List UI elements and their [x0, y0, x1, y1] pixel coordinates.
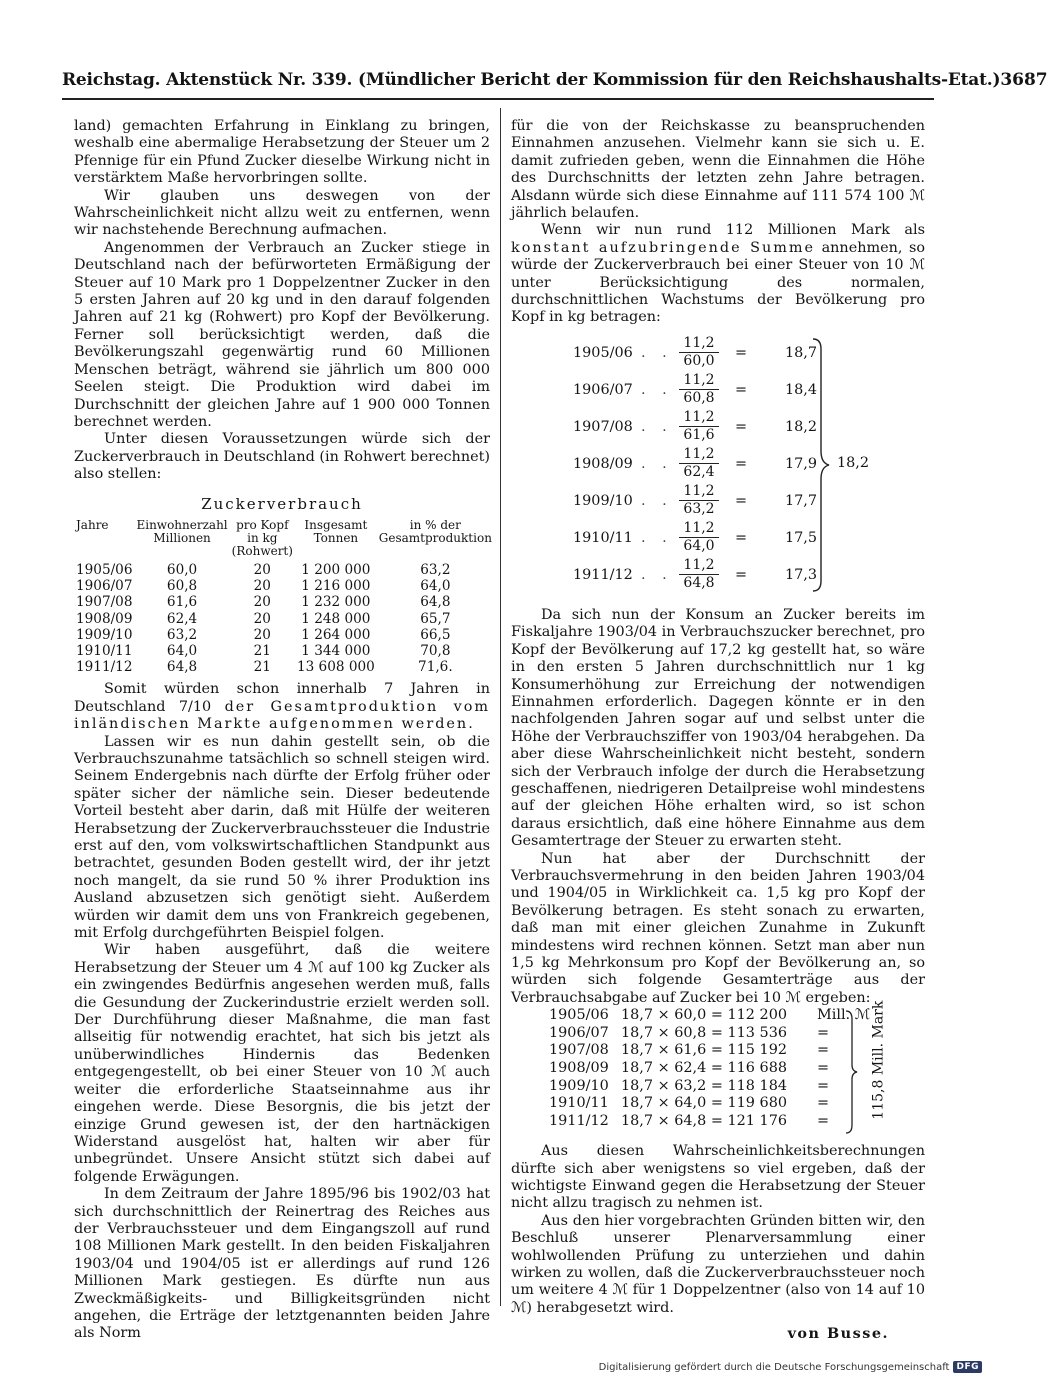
- table-cell-kg: 20: [253, 626, 271, 643]
- revenue-year: 1907/08: [549, 1042, 609, 1059]
- fraction-year: 1910/11: [573, 529, 633, 546]
- fraction-denominator: 60,8: [683, 389, 715, 406]
- table-row: [74, 578, 494, 594]
- revenue-year: 1911/12: [549, 1112, 609, 1129]
- table-title: Zuckerverbrauch: [201, 494, 363, 513]
- leader-dots: . .: [641, 418, 673, 435]
- paragraph-part-spaced: konstant aufzubringende Summe: [511, 239, 816, 256]
- revenue-average: [859, 1000, 893, 1125]
- fraction-denominator: 63,2: [683, 500, 715, 517]
- dfg-logo: DFG: [953, 1361, 982, 1373]
- leader-dots: . .: [641, 492, 673, 509]
- table-cell-kg: 21: [253, 659, 271, 676]
- fraction: [679, 520, 719, 555]
- table-cell-total: 1 200 000: [301, 561, 371, 578]
- paragraph-part-spaced: der Gesamtproduktion vom inländischen Markte aufgenommen werden.: [74, 698, 491, 733]
- table-cell-total: 1 264 000: [301, 626, 371, 643]
- paragraph: Da sich nun der Konsum an Zucker bereits im Fiskaljahre 1903/04 in Verbrauchszucker berechnet, pro Kopf der Bevölkerung auf 17,2 kg gestellt hat, so wäre in den ersten 5 Jahren durchschnittlich nur 1 kg Konsumerhöhung zur Erreichung der notwendigen Einnahmen erforderlich. Dagegen könnte er in den nachfolgenden Jahren sogar auf und selbst unter die Höhe der Verbrauchsziffer von 1903/04 herabgehen. Da aber diese Wahrscheinlichkeit nicht besteht, sondern sich der Verbrauch infolge der durch die Herabsetzung geschaffenen, niedrigeren Detailpreise wohl mindestens auf der gleichen Höhe erhalten wird, so ist schon daraus ersichtlich, daß eine höhere Einnahme aus dem Gesamtertrage der Steuer zu erwarten steht.: [511, 606, 925, 850]
- fraction-numerator: 11,2: [679, 409, 719, 427]
- paragraph: Unter diesen Voraussetzungen würde sich der Zuckerverbrauch in Deutschland (in Rohwert berechnet) also stellen:: [74, 431, 490, 483]
- fraction-result: 17,5: [785, 529, 818, 546]
- fraction: [679, 557, 719, 592]
- table-cell-year: 1911/12: [76, 659, 133, 676]
- table-header: Einwohnerzahl Millionen: [136, 517, 228, 545]
- fraction-numerator: 11,2: [679, 520, 719, 538]
- table-row: [74, 627, 494, 643]
- table-cell-pct: 63,2: [420, 561, 451, 578]
- page-footer: [599, 1361, 982, 1373]
- table-cell-pop: 62,4: [166, 610, 198, 627]
- signature: von Busse.: [787, 1325, 889, 1343]
- table-header: Jahre: [76, 517, 109, 532]
- revenue-year: 1906/07: [549, 1024, 609, 1041]
- paragraph: Aus den hier vorgebrachten Gründen bitten wir, den Beschluß unserer Plenarversammlung einer wohlwollenden Prüfung zu unterziehen und dahin wirken zu wollen, daß die Zuckerverbrauchssteuer noch um weitere 4 ℳ für 1 Doppelzentner (also von 14 auf 10 ℳ) herabgesetzt wird.: [511, 1212, 925, 1316]
- right-column: [511, 118, 925, 1343]
- revenue-unit: =: [817, 1042, 830, 1059]
- table-cell-total: 1 344 000: [301, 642, 371, 659]
- revenue-year: 1910/11: [549, 1095, 609, 1112]
- fraction-result: 17,7: [785, 492, 818, 509]
- paragraph: In dem Zeitraum der Jahre 1895/96 bis 1902/03 hat sich durchschnittlich der Reinertrag des Reiches aus der Verbrauchssteuer und dem Eingangszoll auf rund 108 Millionen Mark gestellt. In den beiden Fiskaljahren 1903/04 und 1904/05 ist er allerdings auf rund 126 Millionen Mark gestiegen. Es dürfte nun aus Zweckmäßigkeits- und Billigkeitsgründen nicht angehen, die Erträge der letztgenannten beiden Jahre als Norm: [74, 1186, 490, 1342]
- revenue-expression: 18,7 × 60,8 = 113 536: [621, 1024, 788, 1041]
- fraction-year: 1906/07: [573, 381, 633, 398]
- fraction-result: 17,3: [785, 566, 818, 583]
- table-cell-kg: 21: [253, 642, 271, 659]
- paragraph: [74, 681, 490, 733]
- fraction-numerator: 11,2: [679, 483, 719, 501]
- equals-sign: =: [735, 455, 748, 472]
- fraction-denominator: 64,8: [683, 574, 715, 591]
- revenue-unit: =: [817, 1112, 830, 1129]
- fraction: [679, 372, 719, 407]
- fraction-row: [567, 335, 827, 372]
- table-cell-pop: 60,0: [166, 561, 198, 578]
- fraction-denominator: 61,6: [683, 426, 715, 443]
- fraction-row: [567, 409, 827, 446]
- table-cell-pct: 64,8: [420, 594, 451, 611]
- table-cell-pct: 71,6.: [418, 659, 453, 676]
- table-cell-pct: 65,7: [420, 610, 451, 627]
- table-cell-total: 13 608 000: [296, 659, 375, 676]
- table-header: pro Kopf in kg (Rohwert): [231, 517, 293, 558]
- fraction-denominator: 60,0: [683, 352, 715, 369]
- table-header: Insgesamt Tonnen: [304, 517, 368, 545]
- table-cell-kg: 20: [253, 610, 271, 627]
- fraction: [679, 409, 719, 444]
- revenue-unit: =: [817, 1024, 830, 1041]
- paragraph: für die von der Reichskasse zu beanspruchenden Einnahmen anzusehen. Vielmehr kann sie sich u. E. damit zufrieden geben, wenn die Einnahmen die Höhe des Durchschnitts der letzten zehn Jahre betragen. Alsdann würde sich diese Einnahme auf 111 574 100 ℳ jährlich belaufen.: [511, 118, 925, 222]
- table-cell-kg: 20: [253, 561, 271, 578]
- fraction-numerator: 11,2: [679, 335, 719, 353]
- fraction-result: 18,4: [785, 381, 818, 398]
- table-cell-pct: 66,5: [420, 626, 451, 643]
- leader-dots: . .: [641, 381, 673, 398]
- left-column: [74, 118, 490, 1343]
- table-row: [74, 562, 494, 578]
- table-cell-total: 1 216 000: [301, 578, 371, 595]
- table-row: [74, 594, 494, 610]
- equals-sign: =: [735, 529, 748, 546]
- paragraph: Lassen wir es nun dahin gestellt sein, ob die Verbrauchszunahme tatsächlich so schnell steigen wird. Seinem Endergebnis nach dürfte der Erfolg früher oder später sicher der nämliche sein. Dieser bedeutende Vorteil besteht aber darin, daß mit Hülfe der weiteren Herabsetzung der Zuckerverbrauchssteuer die Industrie erst auf den, vom volkswirtschaftlichen Standpunkt aus betrachtet, gesunden Boden gestellt wird, der ihr jetzt noch mangelt, da sie rund 50 % ihrer Produktion ins Ausland abzusetzen sich genötigt sieht. Außerdem würden wir damit dem uns von Frankreich gegebenen, mit Erfolg durchgeführten Beispiel folgen.: [74, 733, 490, 942]
- revenue-unit: =: [817, 1095, 830, 1112]
- table-cell-year: 1910/11: [76, 642, 133, 659]
- fraction-denominator: 62,4: [683, 463, 715, 480]
- equals-sign: =: [735, 418, 748, 435]
- table-row: [74, 611, 494, 627]
- paragraph: Wir haben ausgeführt, daß die weitere Herabsetzung der Steuer um 4 ℳ auf 100 kg Zucker als ein zwingendes Bedürfnis angesehen werden muß, falls die Gesundung der Zuckerindustrie erzielt werden soll. Der Durchführung dieser Maßnahme, die man fast allseitig für notwendig erachtet, hat sich bis jetzt als unüberwindliches Hindernis das Bedenken entgegengestellt, ob bei einer Steuer von 10 ℳ auch weiter die erforderliche Staatseinnahme aus ihr eingehen werde. Diese Besorgnis, die bis jetzt der einzige Grund gewesen ist, der den hartnäckigen Widerstand ausgelöst hat, halten wir aber für unbegründet. Unsere Ansicht stützt sich dabei auf folgende Erwägungen.: [74, 942, 490, 1185]
- revenue-expression: 18,7 × 62,4 = 116 688: [621, 1060, 788, 1077]
- revenue-table: [511, 1000, 925, 1139]
- fraction-year: 1905/06: [573, 344, 633, 361]
- per-capita-fraction-table: [511, 335, 925, 595]
- revenue-unit: Mill. ℳ: [817, 1007, 871, 1024]
- page-number: 3687: [1000, 70, 1048, 90]
- table-cell-pop: 61,6: [166, 594, 198, 611]
- table-cell-year: 1908/09: [76, 610, 133, 627]
- revenue-unit: =: [817, 1060, 830, 1077]
- table-cell-year: 1906/07: [76, 578, 133, 595]
- table-cell-kg: 20: [253, 594, 271, 611]
- paragraph: Nun hat aber der Durchschnitt der Verbrauchsvermehrung in den beiden Jahren 1903/04 und 1904/05 in Wirklichkeit ca. 1,5 kg pro Kopf der Bevölkerung betragen. Es steht sonach zu erwarten, daß man mit einer gleichen Zunahme in Zukunft mindestens wird rechnen können. Setzt man aber nun 1,5 kg Mehrkonsum pro Kopf der Bevölkerung an, so würden sich folgende Gesamterträge aus der Verbrauchsabgabe auf Zucker bei 10 ℳ ergeben:: [511, 850, 925, 1006]
- equals-sign: =: [735, 381, 748, 398]
- footer-text: Digitalisierung gefördert durch die Deutsche Forschungsgemeinschaft: [598, 1361, 950, 1373]
- paragraph-part: Somit würden schon innerhalb 7 Jahren in Deutschland: [74, 681, 490, 715]
- fraction-numerator: 11,2: [679, 372, 719, 390]
- fraction-denominator: 64,0: [683, 537, 715, 554]
- table-cell-year: 1909/10: [76, 626, 133, 643]
- leader-dots: . .: [641, 566, 673, 583]
- paragraph: Angenommen der Verbrauch an Zucker stiege in Deutschland nach der befürworteten Ermäßigung der Steuer auf 10 Mark pro 1 Doppelzentner Zucker in den 5 ersten Jahren auf 20 kg und in den darauf folgenden Jahren auf 21 kg (Rohwert) pro Kopf der Bevölkerung. Ferner soll berücksichtigt werden, daß die Bevölkerungszahl gegenwärtig rund 60 Millionen Menschen beträgt, während sie jährlich um 800 000 Seelen steigt. Die Produktion wird dabei im Durchschnitt der gleichen Jahre auf 1 900 000 Tonnen berechnet werden.: [74, 239, 490, 430]
- equals-sign: =: [735, 492, 748, 509]
- revenue-expression: 18,7 × 61,6 = 115 192: [621, 1042, 788, 1059]
- table-cell-total: 1 232 000: [301, 594, 371, 611]
- header-title: Reichstag. Aktenstück Nr. 339. (Mündlicher Bericht der Kommission für den Reichshaushalts-Etat.): [62, 70, 1001, 90]
- revenue-expression: 18,7 × 64,0 = 119 680: [621, 1095, 788, 1112]
- fraction-row: [567, 483, 827, 520]
- table-cell-total: 1 248 000: [301, 610, 371, 627]
- paragraph: Aus diesen Wahrscheinlichkeitsberechnungen dürfte sich aber wenigstens so viel ergeben, daß der wichtigste Einwand gegen die Herabsetzung der Steuer nicht allzu tragisch zu nehmen ist.: [511, 1143, 925, 1212]
- revenue-expression: 18,7 × 64,8 = 121 176: [621, 1112, 788, 1129]
- table-cell-year: 1907/08: [76, 594, 133, 611]
- leader-dots: . .: [641, 344, 673, 361]
- table-cell-pop: 64,0: [166, 642, 198, 659]
- fraction-row: [567, 520, 827, 557]
- revenue-unit: =: [817, 1077, 830, 1094]
- average-value: 18,2: [837, 454, 870, 471]
- fraction-year: 1907/08: [573, 418, 633, 435]
- fraction-numerator: 11,2: [679, 446, 719, 464]
- revenue-expression: 18,7 × 60,0 = 112 200: [621, 1007, 788, 1024]
- fraction-year: 1911/12: [573, 566, 633, 583]
- paragraph: [511, 222, 925, 326]
- fraction-row: [567, 372, 827, 409]
- fraction-result: 18,7: [785, 344, 818, 361]
- right-brace-icon: [844, 1009, 858, 1135]
- table-cell-year: 1905/06: [76, 561, 133, 578]
- fraction: [679, 335, 719, 370]
- fraction: 7/10: [178, 698, 212, 715]
- paragraph: land) gemachten Erfahrung in Einklang zu bringen, weshalb eine abermalige Herabsetzung der Steuer um 2 Pfennige für ein Pfund Zucker dieselbe Wirkung nicht in verstärktem Maße hervorbringen sollte.: [74, 118, 490, 187]
- fraction: [679, 446, 719, 481]
- table-cell-pct: 70,8: [420, 642, 451, 659]
- paragraph-part: Wenn wir nun rund 112 Millionen Mark als: [541, 222, 925, 239]
- revenue-year: 1908/09: [549, 1060, 609, 1077]
- table-cell-pct: 64,0: [420, 578, 451, 595]
- sugar-consumption-table: [74, 517, 494, 675]
- fraction-row: [567, 446, 827, 483]
- revenue-year: 1905/06: [549, 1007, 609, 1024]
- table-row: [74, 643, 494, 659]
- fraction-year: 1908/09: [573, 455, 633, 472]
- fraction: [679, 483, 719, 518]
- fraction-result: 18,2: [785, 418, 818, 435]
- leader-dots: . .: [641, 455, 673, 472]
- table-row: [74, 659, 494, 675]
- equals-sign: =: [735, 566, 748, 583]
- column-divider: [500, 108, 501, 1306]
- page-header: [62, 70, 1048, 100]
- fraction-numerator: 11,2: [679, 557, 719, 575]
- revenue-average-label: 115,8 Mill. Mark: [870, 1000, 887, 1120]
- paragraph-part: annehmen, so würde der Zuckerverbrauch bei einer Steuer von 10 ℳ unter Berücksichtigung des normalen, durchschnittlichen Wachstums der Bevölkerung pro Kopf in kg betragen:: [511, 239, 926, 326]
- right-brace-icon: [811, 335, 831, 595]
- revenue-year: 1909/10: [549, 1077, 609, 1094]
- table-cell-kg: 20: [253, 578, 271, 595]
- table-header: in % der Gesamtproduktion: [378, 517, 492, 545]
- table-cell-pop: 60,8: [166, 578, 198, 595]
- equals-sign: =: [735, 344, 748, 361]
- fraction-result: 17,9: [785, 455, 818, 472]
- leader-dots: . .: [641, 529, 673, 546]
- fraction-year: 1909/10: [573, 492, 633, 509]
- fraction-row: [567, 557, 827, 594]
- revenue-expression: 18,7 × 63,2 = 118 184: [621, 1077, 788, 1094]
- table-cell-pop: 63,2: [166, 626, 198, 643]
- table-cell-pop: 64,8: [166, 659, 198, 676]
- paragraph: Wir glauben uns deswegen von der Wahrscheinlichkeit nicht allzu weit zu entfernen, wenn wir nachstehende Berechnung aufmachen.: [74, 187, 490, 239]
